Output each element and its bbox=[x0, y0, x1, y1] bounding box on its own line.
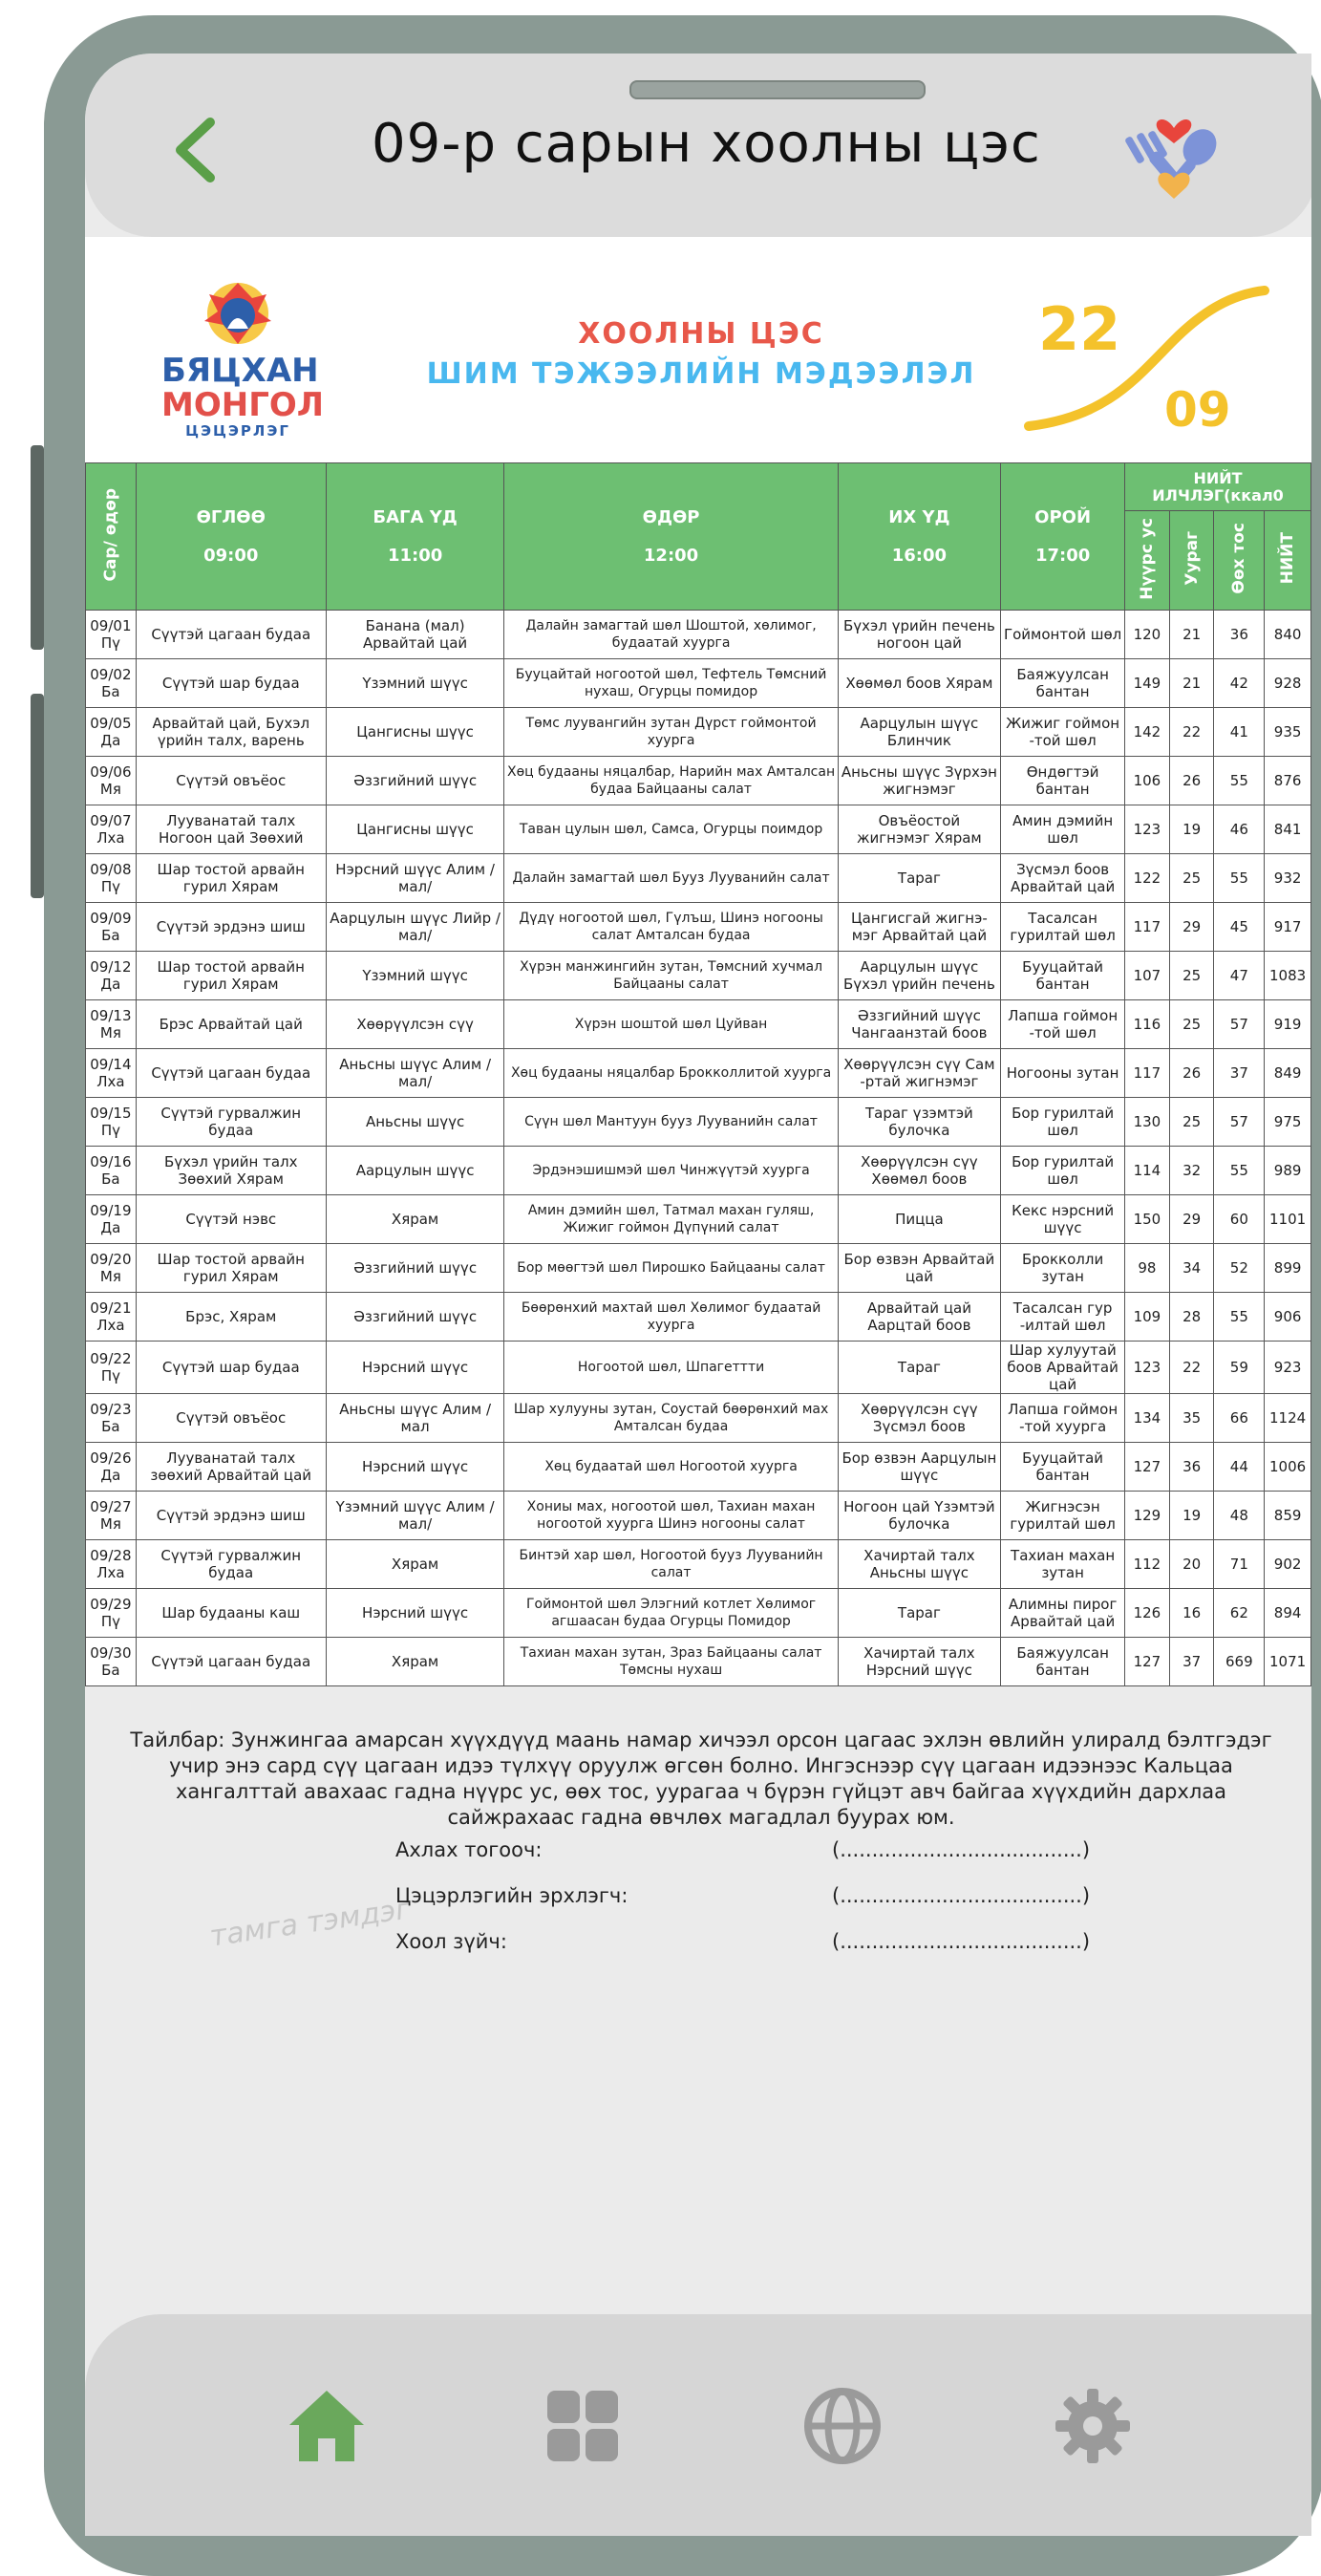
snack2-cell: Овъёостой жигнэмэг Хярам bbox=[838, 805, 1001, 854]
breakfast-cell: Сүүтэй овъёос bbox=[136, 757, 326, 805]
col-lunch: ӨДӨР 12:00 bbox=[504, 463, 838, 611]
snack2-cell: Тараг bbox=[838, 1589, 1001, 1638]
breakfast-cell: Сүүтэй эрдэнэ шиш bbox=[136, 1492, 326, 1540]
total-cell: 1124 bbox=[1265, 1394, 1311, 1443]
date-cell: 09/21 Лха bbox=[86, 1293, 137, 1342]
breakfast-cell: Сүүтэй эрдэнэ шиш bbox=[136, 903, 326, 952]
total-cell: 849 bbox=[1265, 1049, 1311, 1098]
date-cell: 09/09 Ба bbox=[86, 903, 137, 952]
total-cell: 906 bbox=[1265, 1293, 1311, 1342]
snack1-cell: Үзэмний шүүс bbox=[326, 952, 504, 1000]
table-row bbox=[86, 952, 1311, 1000]
signature-label: Хоол зүйч: bbox=[395, 1930, 507, 1953]
lunch-cell: Далайн замагтай шөл Шоштой, хөлимог, будаатай хуурга bbox=[504, 611, 838, 659]
snack2-cell: Хачиртай талх Аньсны шүүс bbox=[838, 1540, 1001, 1589]
breakfast-cell: Сүүтэй овъёос bbox=[136, 1394, 326, 1443]
table-row bbox=[86, 659, 1311, 708]
table-row bbox=[86, 1244, 1311, 1293]
breakfast-cell: Арвайтай цай, Бухэл үрийн талх, варень bbox=[136, 708, 326, 757]
protein-cell: 123 bbox=[1125, 805, 1170, 854]
carb-cell: 25 bbox=[1169, 1000, 1214, 1049]
dinner-cell: Өндөгтэй бантан bbox=[1001, 757, 1125, 805]
dinner-cell: Шар хулуутай боов Арвайтай цай bbox=[1001, 1342, 1125, 1394]
total-cell: 1006 bbox=[1265, 1443, 1311, 1492]
fat-cell: 55 bbox=[1214, 1293, 1265, 1342]
fat-cell: 55 bbox=[1214, 757, 1265, 805]
snack2-cell: Хөөрүүлсэн сүү Хөөмөл боов bbox=[838, 1147, 1001, 1195]
snack2-cell: Тараг bbox=[838, 854, 1001, 903]
carb-cell: 26 bbox=[1169, 1049, 1214, 1098]
date-cell: 09/20 Мя bbox=[86, 1244, 137, 1293]
date-cell: 09/13 Мя bbox=[86, 1000, 137, 1049]
lunch-cell: Бор мөөгтэй шөл Пирошко Байцааны салат bbox=[504, 1244, 838, 1293]
breakfast-cell: Шар тостой арвайн гурил Хярам bbox=[136, 1244, 326, 1293]
date-cell: 09/28 Лха bbox=[86, 1540, 137, 1589]
dinner-cell: Бор гурилтай шөл bbox=[1001, 1098, 1125, 1147]
table-row bbox=[86, 1293, 1311, 1342]
snack2-cell: Аарцулын шүүс Блинчик bbox=[838, 708, 1001, 757]
carb-cell: 25 bbox=[1169, 854, 1214, 903]
snack2-cell: Хөөрүүлсэн сүү Сам -ртай жигнэмэг bbox=[838, 1049, 1001, 1098]
total-cell: 989 bbox=[1265, 1147, 1311, 1195]
carb-cell: 22 bbox=[1169, 708, 1214, 757]
fat-cell: 59 bbox=[1214, 1342, 1265, 1394]
fat-cell: 47 bbox=[1214, 952, 1265, 1000]
breakfast-cell: Шар тостой арвайн гурил Хярам bbox=[136, 952, 326, 1000]
snack1-cell: Аньсны шүүс Алим / мал/ bbox=[326, 1049, 504, 1098]
protein-cell: 123 bbox=[1125, 1342, 1170, 1394]
total-cell: 975 bbox=[1265, 1098, 1311, 1147]
carb-cell: 19 bbox=[1169, 805, 1214, 854]
protein-cell: 109 bbox=[1125, 1293, 1170, 1342]
date-graphic bbox=[1021, 273, 1269, 445]
col-fat: Өөх тос bbox=[1214, 511, 1265, 611]
date-cell: 09/23 Ба bbox=[86, 1394, 137, 1443]
breakfast-cell: Сүүтэй гурвалжин будаа bbox=[136, 1540, 326, 1589]
logo-sub: ЦЭЦЭРЛЭГ bbox=[185, 422, 290, 440]
carb-cell: 19 bbox=[1169, 1492, 1214, 1540]
protein-cell: 122 bbox=[1125, 854, 1170, 903]
lunch-cell: Төмс луувангийн зутан Дүрст гоймонтой хуурга bbox=[504, 708, 838, 757]
fat-cell: 57 bbox=[1214, 1098, 1265, 1147]
table-row bbox=[86, 805, 1311, 854]
total-cell: 935 bbox=[1265, 708, 1311, 757]
total-cell: 928 bbox=[1265, 659, 1311, 708]
carb-cell: 37 bbox=[1169, 1638, 1214, 1686]
total-cell: 1101 bbox=[1265, 1195, 1311, 1244]
lunch-cell: Хүрэн шоштой шөл Цуйван bbox=[504, 1000, 838, 1049]
logo-line2: МОНГОЛ bbox=[161, 386, 324, 424]
lunch-cell: Хөц будаатай шөл Ногоотой хуурга bbox=[504, 1443, 838, 1492]
carb-cell: 29 bbox=[1169, 903, 1214, 952]
screen bbox=[85, 54, 1311, 2536]
dinner-cell: Бор гурилтай шөл bbox=[1001, 1147, 1125, 1195]
snack2-cell: Арвайтай цай Аарцтай боов bbox=[838, 1293, 1001, 1342]
food-utensils-icon bbox=[1121, 99, 1226, 204]
dinner-cell: Амин дэмийн шөл bbox=[1001, 805, 1125, 854]
signature-blank: (......................................) bbox=[832, 1838, 1091, 1861]
nav-home[interactable] bbox=[284, 2383, 370, 2469]
dinner-cell: Баяжуулсан бантан bbox=[1001, 659, 1125, 708]
lunch-cell: Тахиан махан зутан, Зраз Байцааны салат Төмсны нухаш bbox=[504, 1638, 838, 1686]
total-cell: 859 bbox=[1265, 1492, 1311, 1540]
protein-cell: 126 bbox=[1125, 1589, 1170, 1638]
fat-cell: 66 bbox=[1214, 1394, 1265, 1443]
snack2-cell: Хачиртай талх Нэрсний шүүс bbox=[838, 1638, 1001, 1686]
dinner-cell: Лапша гоймон -той шөл bbox=[1001, 1000, 1125, 1049]
snack1-cell: Хярам bbox=[326, 1195, 504, 1244]
lunch-cell: Таван цулын шөл, Самса, Огурцы поимдор bbox=[504, 805, 838, 854]
table-row bbox=[86, 903, 1311, 952]
lunch-cell: Бууцайтай ногоотой шөл, Тефтель Төмсний нухаш, Огурцы помидор bbox=[504, 659, 838, 708]
dinner-cell: Тасалсан гурилтай шөл bbox=[1001, 903, 1125, 952]
lunch-cell: Ногоотой шөл, Шпагеттти bbox=[504, 1342, 838, 1394]
gear-icon bbox=[1050, 2383, 1136, 2469]
protein-cell: 117 bbox=[1125, 903, 1170, 952]
dinner-cell: Жижиг гоймон -той шөл bbox=[1001, 708, 1125, 757]
lunch-cell: Шар хулууны зутан, Соустай бөөрөнхий мах Амталсан будаа bbox=[504, 1394, 838, 1443]
date-cell: 09/30 Ба bbox=[86, 1638, 137, 1686]
snack1-cell: Цангисны шүүс bbox=[326, 805, 504, 854]
protein-cell: 116 bbox=[1125, 1000, 1170, 1049]
date-cell: 09/05 Да bbox=[86, 708, 137, 757]
banner-title: ХООЛНЫ ЦЭС bbox=[578, 317, 824, 351]
snack1-cell: Аньсны шүүс Алим /мал bbox=[326, 1394, 504, 1443]
date-cell: 09/06 Мя bbox=[86, 757, 137, 805]
fat-cell: 44 bbox=[1214, 1443, 1265, 1492]
snack2-cell: Цангисгай жигнэ-мэг Арвайтай цай bbox=[838, 903, 1001, 952]
dinner-cell: Алимны пирог Арвайтай цай bbox=[1001, 1589, 1125, 1638]
snack1-cell: Аарцулын шүүс bbox=[326, 1147, 504, 1195]
banner-year: 22 bbox=[1038, 294, 1121, 364]
side-volume-button bbox=[31, 445, 44, 650]
snack2-cell: Аньсны шүүс Зүрхэн жигнэмэг bbox=[838, 757, 1001, 805]
snack1-cell: Нэрсний шүүс bbox=[326, 1443, 504, 1492]
protein-cell: 112 bbox=[1125, 1540, 1170, 1589]
table-row bbox=[86, 757, 1311, 805]
date-cell: 09/22 Пү bbox=[86, 1342, 137, 1394]
table-row bbox=[86, 1195, 1311, 1244]
dinner-cell: Лапша гоймон -той хуурга bbox=[1001, 1394, 1125, 1443]
home-icon bbox=[284, 2383, 370, 2469]
breakfast-cell: Сүүтэй нэвс bbox=[136, 1195, 326, 1244]
fat-cell: 37 bbox=[1214, 1049, 1265, 1098]
col-totals: НИЙТ ИЛЧЛЭГ(ккал0 bbox=[1125, 463, 1311, 511]
lunch-cell: Эрдэнэшишмэй шөл Чинжүүтэй хуурга bbox=[504, 1147, 838, 1195]
protein-cell: 142 bbox=[1125, 708, 1170, 757]
breakfast-cell: Сүүтэй гурвалжин будаа bbox=[136, 1098, 326, 1147]
snack1-cell: Цангисны шүүс bbox=[326, 708, 504, 757]
breakfast-cell: Шар будааны каш bbox=[136, 1589, 326, 1638]
table-row bbox=[86, 1000, 1311, 1049]
lunch-cell: Хөц будааны няцалбар Брокколлитой хуурга bbox=[504, 1049, 838, 1098]
snack2-cell: Хөөрүүлсэн сүү Зүсмэл боов bbox=[838, 1394, 1001, 1443]
fat-cell: 57 bbox=[1214, 1000, 1265, 1049]
total-cell: 1071 bbox=[1265, 1638, 1311, 1686]
nav-settings[interactable] bbox=[1050, 2383, 1136, 2469]
dinner-cell: Ногооны зутан bbox=[1001, 1049, 1125, 1098]
snack2-cell: Хөөмөл боов Хярам bbox=[838, 659, 1001, 708]
snack1-cell: Нэрсний шүүс bbox=[326, 1589, 504, 1638]
total-cell: 894 bbox=[1265, 1589, 1311, 1638]
breakfast-cell: Бүхэл үрийн талх Зөөхий Хярам bbox=[136, 1147, 326, 1195]
fat-cell: 41 bbox=[1214, 708, 1265, 757]
lunch-cell: Бөөрөнхий махтай шөл Хөлимог будаатай хуурга bbox=[504, 1293, 838, 1342]
table-row bbox=[86, 1540, 1311, 1589]
protein-cell: 127 bbox=[1125, 1638, 1170, 1686]
snack2-cell: Бүхэл үрийн печень ногоон цай bbox=[838, 611, 1001, 659]
stamp-placeholder: тамга тэмдэг bbox=[207, 1892, 414, 1954]
carb-cell: 25 bbox=[1169, 952, 1214, 1000]
fat-cell: 45 bbox=[1214, 903, 1265, 952]
fat-cell: 60 bbox=[1214, 1195, 1265, 1244]
top-bar bbox=[85, 54, 1311, 237]
dinner-cell: Тахиан махан зутан bbox=[1001, 1540, 1125, 1589]
snack1-cell: Əззгийний шүүс bbox=[326, 1293, 504, 1342]
date-cell: 09/08 Пү bbox=[86, 854, 137, 903]
breakfast-cell: Брэс, Хярам bbox=[136, 1293, 326, 1342]
snack1-cell: Нэрсний шүүс bbox=[326, 1342, 504, 1394]
dinner-cell: Кекс нэрсний шүүс bbox=[1001, 1195, 1125, 1244]
snack1-cell: Хярам bbox=[326, 1540, 504, 1589]
table-row bbox=[86, 1492, 1311, 1540]
carb-cell: 32 bbox=[1169, 1147, 1214, 1195]
banner-subtitle: ШИМ ТЭЖЭЭЛИЙН МЭДЭЭЛЭЛ bbox=[426, 357, 976, 391]
lunch-cell: Сүүн шөл Мантуун бууз Лууванийн салат bbox=[504, 1098, 838, 1147]
carb-cell: 28 bbox=[1169, 1293, 1214, 1342]
date-cell: 09/15 Пү bbox=[86, 1098, 137, 1147]
table-row bbox=[86, 1589, 1311, 1638]
table-row bbox=[86, 854, 1311, 903]
protein-cell: 149 bbox=[1125, 659, 1170, 708]
breakfast-cell: Сүүтэй шар будаа bbox=[136, 1342, 326, 1394]
snack1-cell: Əззгийний шүүс bbox=[326, 757, 504, 805]
table-row bbox=[86, 1394, 1311, 1443]
fat-cell: 52 bbox=[1214, 1244, 1265, 1293]
protein-cell: 129 bbox=[1125, 1492, 1170, 1540]
breakfast-cell: Лууванатай талх зөөхий Арвайтай цай bbox=[136, 1443, 326, 1492]
fat-cell: 669 bbox=[1214, 1638, 1265, 1686]
snack2-cell: Бор өзвэн Арвайтай цай bbox=[838, 1244, 1001, 1293]
table-row bbox=[86, 1342, 1311, 1394]
fat-cell: 55 bbox=[1214, 854, 1265, 903]
col-breakfast: ӨГЛӨӨ 09:00 bbox=[136, 463, 326, 611]
snack1-cell: Хөөрүүлсэн сүү bbox=[326, 1000, 504, 1049]
protein-cell: 150 bbox=[1125, 1195, 1170, 1244]
dinner-cell: Бууцайтай бантан bbox=[1001, 952, 1125, 1000]
date-cell: 09/26 Да bbox=[86, 1443, 137, 1492]
table-row bbox=[86, 611, 1311, 659]
snack2-cell: Тараг bbox=[838, 1342, 1001, 1394]
lunch-cell: Амин дэмийн шөл, Татмал махан гуляш, Жижиг гоймон Дүпүний салат bbox=[504, 1195, 838, 1244]
fat-cell: 71 bbox=[1214, 1540, 1265, 1589]
lunch-cell: Дүдү ногоотой шөл, Гүлъш, Шинэ ногооны салат Амталсан будаа bbox=[504, 903, 838, 952]
table-row bbox=[86, 1098, 1311, 1147]
dinner-cell: Брокколли зутан bbox=[1001, 1244, 1125, 1293]
breakfast-cell: Сүүтэй цагаан будаа bbox=[136, 1049, 326, 1098]
lunch-cell: Хүрэн манжингийн зутан, Төмсний хучмал Байцааны салат bbox=[504, 952, 838, 1000]
date-cell: 09/29 Пү bbox=[86, 1589, 137, 1638]
dinner-cell: Жигнэсэн гурилтай шөл bbox=[1001, 1492, 1125, 1540]
date-cell: 09/01 Пү bbox=[86, 611, 137, 659]
lunch-cell: Хониы мах, ногоотой шөл, Тахиан махан ногоотой хуурга Шинэ ногооны салат bbox=[504, 1492, 838, 1540]
protein-cell: 127 bbox=[1125, 1443, 1170, 1492]
banner-month: 09 bbox=[1164, 382, 1231, 438]
protein-cell: 106 bbox=[1125, 757, 1170, 805]
protein-cell: 120 bbox=[1125, 611, 1170, 659]
date-cell: 09/16 Ба bbox=[86, 1147, 137, 1195]
total-cell: 1083 bbox=[1265, 952, 1311, 1000]
protein-cell: 98 bbox=[1125, 1244, 1170, 1293]
snack2-cell: Əззгийний шүүс Чангаанзтай боов bbox=[838, 1000, 1001, 1049]
carb-cell: 34 bbox=[1169, 1244, 1214, 1293]
breakfast-cell: Сүүтэй цагаан будаа bbox=[136, 1638, 326, 1686]
total-cell: 923 bbox=[1265, 1342, 1311, 1394]
table-row bbox=[86, 1049, 1311, 1098]
lunch-cell: Хөц будааны няцалбар, Нарийн мах Амталсан будаа Байцааны салат bbox=[504, 757, 838, 805]
total-cell: 876 bbox=[1265, 757, 1311, 805]
snack1-cell: Аарцулын шүүс Лийр /мал/ bbox=[326, 903, 504, 952]
logo-line1: БЯЦХАН bbox=[161, 352, 319, 390]
fat-cell: 36 bbox=[1214, 611, 1265, 659]
date-cell: 09/07 Лха bbox=[86, 805, 137, 854]
protein-cell: 117 bbox=[1125, 1049, 1170, 1098]
carb-cell: 35 bbox=[1169, 1394, 1214, 1443]
side-power-button bbox=[31, 694, 44, 898]
signature-blank: (......................................) bbox=[832, 1884, 1091, 1907]
dinner-cell: Баяжуулсан бантан bbox=[1001, 1638, 1125, 1686]
total-cell: 899 bbox=[1265, 1244, 1311, 1293]
notch bbox=[629, 80, 926, 99]
signature-label: Цэцэрлэгийн эрхлэгч: bbox=[395, 1884, 629, 1907]
snack1-cell: Əззгийний шүүс bbox=[326, 1244, 504, 1293]
total-cell: 919 bbox=[1265, 1000, 1311, 1049]
snack1-cell: Үзэмний шүүс Алим /мал/ bbox=[326, 1492, 504, 1540]
snack1-cell: Банана (мал) Арвайтай цай bbox=[326, 611, 504, 659]
breakfast-cell: Сүүтэй шар будаа bbox=[136, 659, 326, 708]
signature-label: Ахлах тогооч: bbox=[395, 1838, 543, 1861]
breakfast-cell: Брэс Арвайтай цай bbox=[136, 1000, 326, 1049]
table-row bbox=[86, 1443, 1311, 1492]
carb-cell: 36 bbox=[1169, 1443, 1214, 1492]
signature-blank: (......................................) bbox=[832, 1930, 1091, 1953]
dinner-cell: Зүсмэл боов Арвайтай цай bbox=[1001, 854, 1125, 903]
snack1-cell: Нэрсний шүүс Алим /мал/ bbox=[326, 854, 504, 903]
snack2-cell: Аарцулын шүүс Бүхэл үрийн печень bbox=[838, 952, 1001, 1000]
fat-cell: 48 bbox=[1214, 1492, 1265, 1540]
table-row bbox=[86, 1147, 1311, 1195]
table-row bbox=[86, 1638, 1311, 1686]
breakfast-cell: Шар тостой арвайн гурил Хярам bbox=[136, 854, 326, 903]
col-snack2: ИХ ҮД 16:00 bbox=[838, 463, 1001, 611]
carb-cell: 29 bbox=[1169, 1195, 1214, 1244]
breakfast-cell: Сүүтэй цагаан будаа bbox=[136, 611, 326, 659]
total-cell: 932 bbox=[1265, 854, 1311, 903]
page-title: 09-р сарын хоолны цэс bbox=[372, 113, 1041, 175]
carb-cell: 25 bbox=[1169, 1098, 1214, 1147]
nav-globe[interactable] bbox=[799, 2383, 885, 2469]
total-cell: 902 bbox=[1265, 1540, 1311, 1589]
date-cell: 09/19 Да bbox=[86, 1195, 137, 1244]
fat-cell: 42 bbox=[1214, 659, 1265, 708]
nav-grid[interactable] bbox=[540, 2383, 626, 2469]
date-cell: 09/12 Да bbox=[86, 952, 137, 1000]
total-cell: 917 bbox=[1265, 903, 1311, 952]
protein-cell: 107 bbox=[1125, 952, 1170, 1000]
snack2-cell: Пицца bbox=[838, 1195, 1001, 1244]
date-cell: 09/02 Ба bbox=[86, 659, 137, 708]
protein-cell: 130 bbox=[1125, 1098, 1170, 1147]
lunch-cell: Далайн замагтай шөл Бууз Лууванийн салат bbox=[504, 854, 838, 903]
breakfast-cell: Лууванатай талх Ногоон цай Зөөхий bbox=[136, 805, 326, 854]
col-carb: Уураг bbox=[1169, 511, 1214, 611]
carb-cell: 26 bbox=[1169, 757, 1214, 805]
dinner-cell: Тасалсан гур -илтай шөл bbox=[1001, 1293, 1125, 1342]
back-button[interactable] bbox=[167, 117, 224, 183]
carb-cell: 20 bbox=[1169, 1540, 1214, 1589]
fat-cell: 62 bbox=[1214, 1589, 1265, 1638]
col-date: Сар/ өдөр bbox=[86, 463, 137, 611]
note-text: Тайлбар: Зунжингаа амарсан хүүхдүүд маань намар хичээл орсон цагаас эхлэн өвлийн улиралд бэлтгэдэг учир энэ сард сүү цагаан идээ түлхүү оруулж өгсөн болно. Ингэснээр сүү цагаан идээнээс Кальцаа хангалттай авахаас гадна нүүрс ус, өөх тос, уурагаа ч бүрэн гүйцэт авч байгаа хүүхдийн дархлаа сайжрахаас гадна өвчлөх магадлал буурах юм. bbox=[130, 1728, 1272, 1829]
col-protein: Нүүрс ус bbox=[1125, 511, 1170, 611]
carb-cell: 22 bbox=[1169, 1342, 1214, 1394]
total-cell: 841 bbox=[1265, 805, 1311, 854]
globe-icon bbox=[799, 2383, 885, 2469]
total-cell: 840 bbox=[1265, 611, 1311, 659]
menu-table bbox=[85, 462, 1311, 1686]
snack2-cell: Бор өзвэн Аарцулын шүүс bbox=[838, 1443, 1001, 1492]
lunch-cell: Бинтэй хар шөл, Ногоотой бууз Лууванийн салат bbox=[504, 1540, 838, 1589]
date-cell: 09/27 Мя bbox=[86, 1492, 137, 1540]
col-total: НИЙТ bbox=[1265, 511, 1311, 611]
protein-cell: 114 bbox=[1125, 1147, 1170, 1195]
snack2-cell: Тараг үзэмтэй булочка bbox=[838, 1098, 1001, 1147]
col-snack1: БАГА ҮД 11:00 bbox=[326, 463, 504, 611]
lunch-cell: Гоймонтой шөл Элэгний котлет Хөлимог агшаасан будаа Огурцы Помидор bbox=[504, 1589, 838, 1638]
dinner-cell: Бууцайтай бантан bbox=[1001, 1443, 1125, 1492]
col-dinner: ОРОЙ 17:00 bbox=[1001, 463, 1125, 611]
snack2-cell: Ногоон цай Үзэмтэй булочка bbox=[838, 1492, 1001, 1540]
grid-icon bbox=[540, 2383, 626, 2469]
carb-cell: 21 bbox=[1169, 611, 1214, 659]
snack1-cell: Үзэмний шүүс bbox=[326, 659, 504, 708]
chevron-left-icon bbox=[167, 117, 224, 183]
snack1-cell: Аньсны шүүс bbox=[326, 1098, 504, 1147]
protein-cell: 134 bbox=[1125, 1394, 1170, 1443]
carb-cell: 21 bbox=[1169, 659, 1214, 708]
date-cell: 09/14 Лха bbox=[86, 1049, 137, 1098]
snack1-cell: Хярам bbox=[326, 1638, 504, 1686]
fat-cell: 46 bbox=[1214, 805, 1265, 854]
fat-cell: 55 bbox=[1214, 1147, 1265, 1195]
carb-cell: 16 bbox=[1169, 1589, 1214, 1638]
dinner-cell: Гоймонтой шөл bbox=[1001, 611, 1125, 659]
table-row bbox=[86, 708, 1311, 757]
